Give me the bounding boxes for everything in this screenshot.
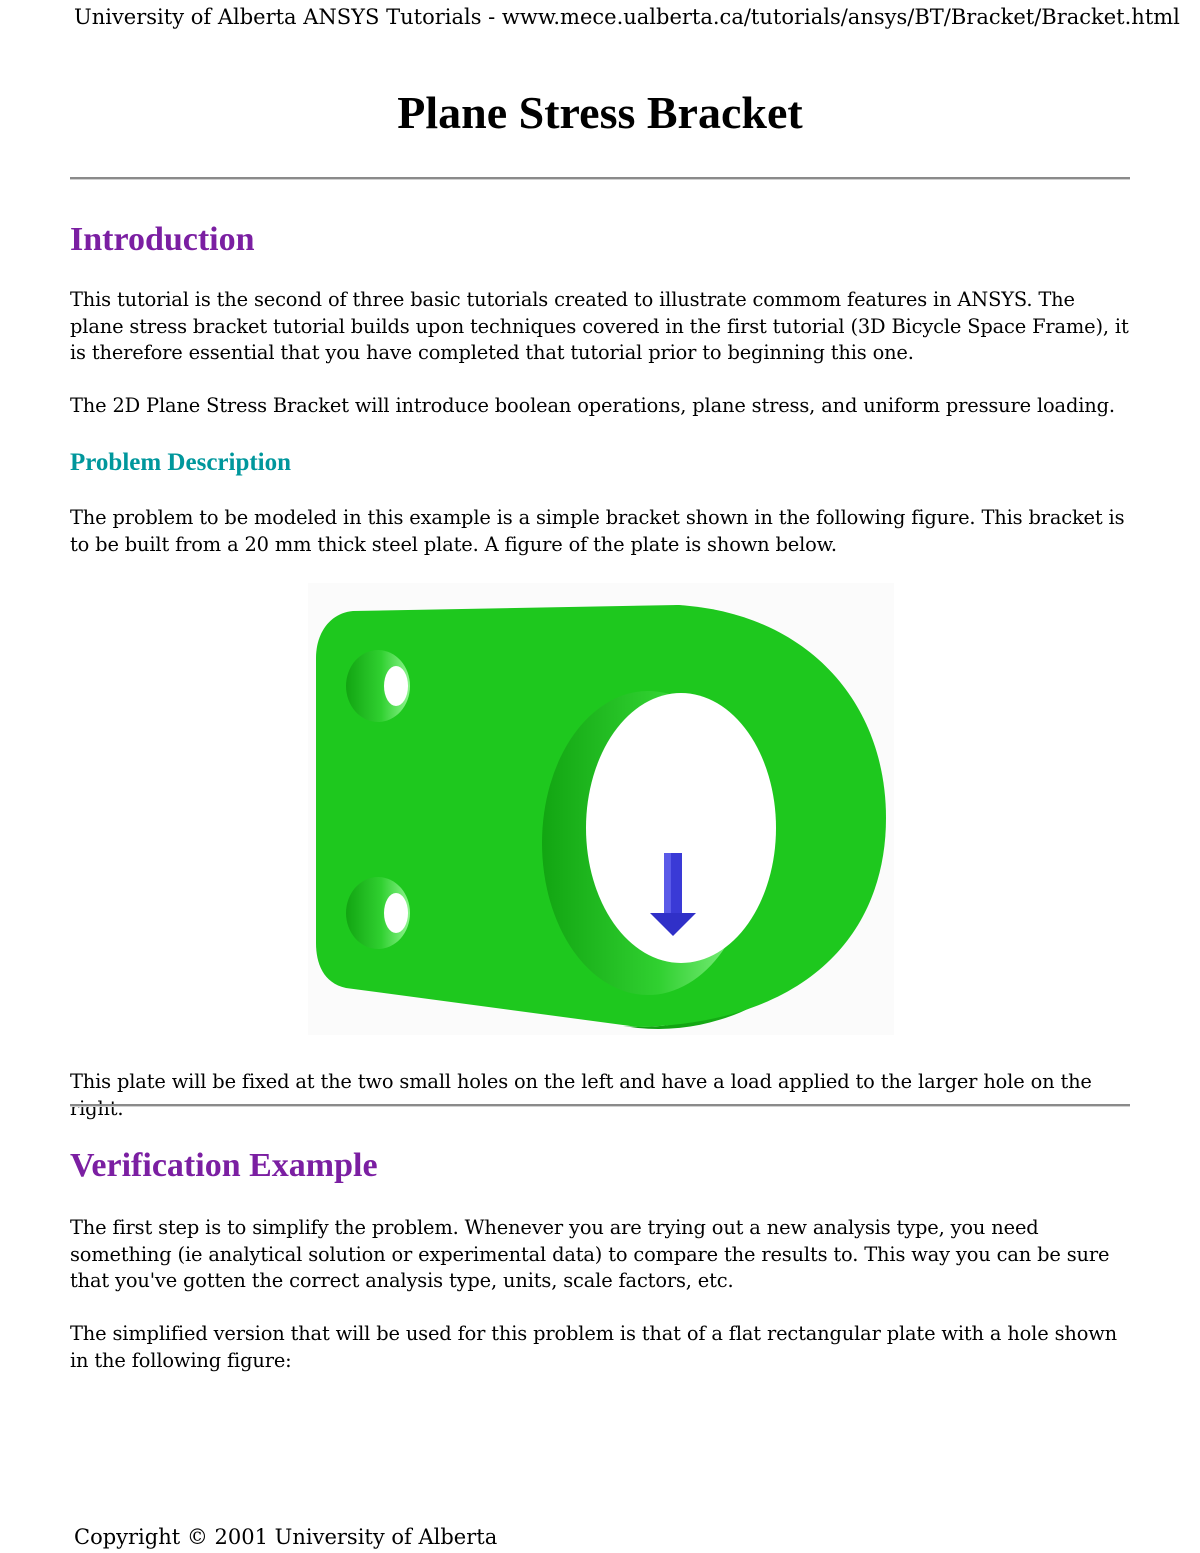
bracket-3d-illustration bbox=[308, 583, 894, 1035]
running-header: University of Alberta ANSYS Tutorials - www.mece.ualberta.ca/tutorials/ansys/BT/Bracket/Bracket.html bbox=[74, 5, 1180, 29]
verification-paragraph-1: The first step is to simplify the problem. Whenever you are trying out a new analysis type, you need something (ie analytical solution or experimental data) to compare the results to. This way you can be sure that you've gotten the correct analysis type, units, scale factors, etc. bbox=[70, 1216, 1110, 1292]
title-divider bbox=[70, 177, 1130, 180]
figure-caption: This plate will be fixed at the two small holes on the left and have a load applied to the larger hole on the right. bbox=[70, 1070, 1092, 1120]
introduction-heading: Introduction bbox=[70, 221, 255, 258]
introduction-paragraph-2: The 2D Plane Stress Bracket will introduce boolean operations, plane stress, and uniform pressure loading. bbox=[70, 394, 1115, 417]
lower-small-hole bbox=[346, 877, 410, 949]
problem-description-paragraph: The problem to be modeled in this example is a simple bracket shown in the following figure. This bracket is to be built from a 20 mm thick steel plate. A figure of the plate is shown below. bbox=[70, 506, 1125, 556]
section-divider bbox=[70, 1104, 1130, 1107]
problem-description-heading: Problem Description bbox=[70, 449, 292, 476]
verification-example-heading: Verification Example bbox=[70, 1147, 378, 1184]
verification-paragraph-2: The simplified version that will be used for this problem is that of a flat rectangular plate with a hole shown in the following figure: bbox=[70, 1322, 1118, 1372]
copyright-footer: Copyright © 2001 University of Alberta bbox=[74, 1525, 498, 1549]
bracket-figure bbox=[308, 583, 894, 1035]
page-title: Plane Stress Bracket bbox=[397, 87, 803, 138]
introduction-paragraph-1: This tutorial is the second of three basic tutorials created to illustrate commom features in ANSYS. The plane stress bracket tutorial builds upon techniques covered in the first tutorial (3D Bicycle Space Frame), it is therefore essential that you have completed that tutorial prior to beginning this one. bbox=[70, 288, 1129, 364]
upper-small-hole bbox=[346, 650, 410, 722]
